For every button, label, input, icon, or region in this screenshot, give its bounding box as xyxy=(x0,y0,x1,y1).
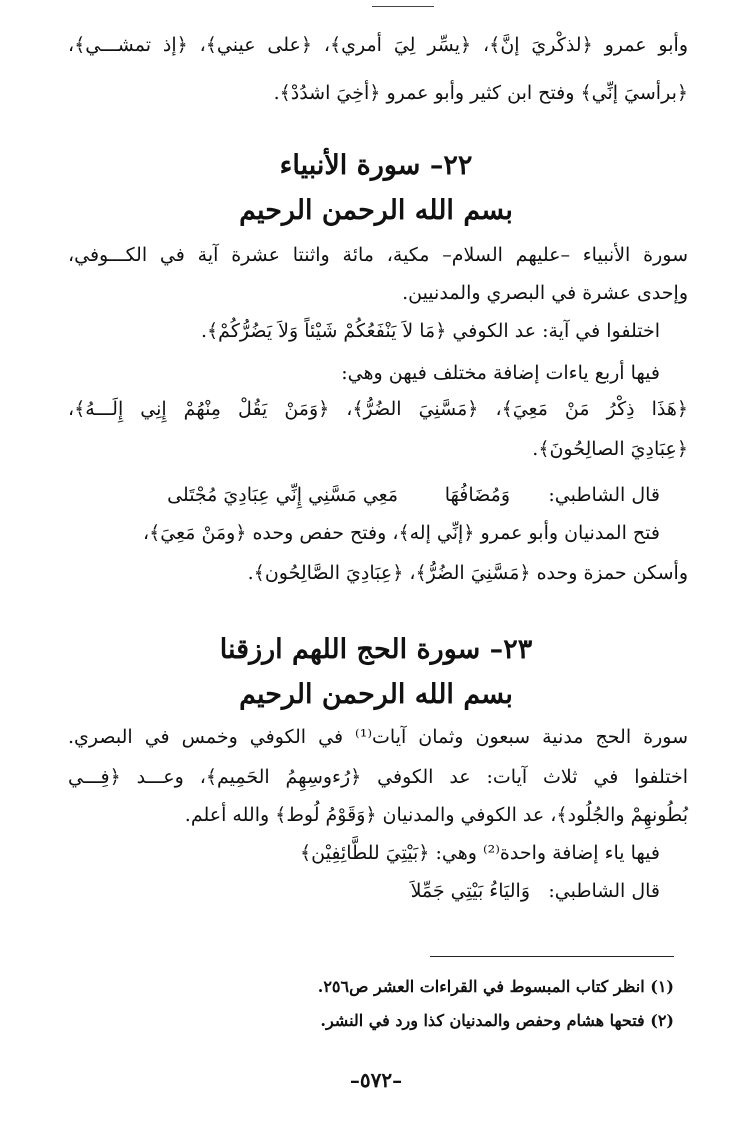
surah-22-p3: فيها أربع ياءات إضافة مختلف فيهن وهي: xyxy=(341,362,660,384)
surah-22-p2: اختلفوا في آية: عد الكوفي ﴿مَا لاَ يَنْفَعُكُمْ شَيْئاً وَلاَ يَضُرُّكُمْ﴾. xyxy=(201,320,660,342)
surah-23-p2-line-2: بُطُونهِمْ والجُلُود﴾، عد الكوفي والمدنيان ﴿وَقَوْمُ لُوط﴾ والله أعلم. xyxy=(184,804,688,826)
poem-label: قال الشاطبي: xyxy=(548,880,660,902)
poem-hemistich: وَاليَاءُ بَيْتِي جَمِّلاَ xyxy=(410,880,530,902)
surah-22-basmala: بسم الله الرحمن الرحيم xyxy=(239,195,513,226)
intro-line-1: وأبو عمرو ﴿لذكْريَ إنَّ﴾، ﴿يسِّر لِيَ أمري﴾، ﴿على عيني﴾، ﴿إذ تمشـــي﴾، xyxy=(68,34,688,56)
surah-23-p2-line-1: اختلفوا في ثلاث آيات: عد الكوفي ﴿رُءوسِهِمُ الحَمِيم﴾، وعـــد ﴿فِـــي xyxy=(68,766,688,788)
poem-hemistich-1: وَمُضَافُهَا xyxy=(444,484,510,506)
surah-22-title: ٢٢– سورة الأنبياء xyxy=(279,150,473,181)
surah-22-p1-line-2: وإحدى عشرة في البصري والمدنيين. xyxy=(402,282,688,304)
surah-22-p1-line-1: سورة الأنبياء –عليهم السلام– مكية، مائة واثنتا عشرة آية في الكـــوفي، xyxy=(68,244,688,266)
surah-22-p4-line-2: ﴿عِبَادِيَ الصالِحُونَ﴾. xyxy=(532,438,688,460)
surah-23-title: ٢٣– سورة الحج اللهم ارزقنا xyxy=(219,634,533,665)
footnote-rule xyxy=(430,956,674,957)
footnote-2: (٢) فتحها هشام وحفص والمدنيان كذا ورد في النشر. xyxy=(320,1011,674,1030)
top-rule xyxy=(372,6,434,7)
poem-label: قال الشاطبي: xyxy=(548,484,660,506)
surah-22-p5-line-1: فتح المدنيان وأبو عمرو ﴿إنِّي إله﴾، وفتح حفص وحده ﴿ومَنْ مَعِيَ﴾، xyxy=(143,522,660,544)
surah-23-p1: سورة الحج مدنية سبعون وثمان آيات⁽¹⁾ في الكوفي وخمس في البصري. xyxy=(68,726,688,748)
intro-line-2: ﴿برأسيَ إنِّي﴾ وفتح ابن كثير وأبو عمرو ﴿أخِيَ اشدُدْ﴾. xyxy=(273,82,688,104)
page-number: –٥٧٢– xyxy=(349,1068,403,1092)
surah-23-basmala: بسم الله الرحمن الرحيم xyxy=(239,679,513,710)
poem-hemistich-2: مَعِي مَسَّنِي إِنِّي عِبَادِيَ مُجْتَلى xyxy=(167,484,398,506)
surah-23-p3: فيها ياء إضافة واحدة⁽²⁾ وهي: ﴿بَيْتِيَ للطَّائِفِيْن﴾ xyxy=(299,842,660,864)
footnote-1: (١) انظر كتاب المبسوط في القراءات العشر ص٢٥٦. xyxy=(317,977,674,996)
surah-22-p5-line-2: وأسكن حمزة وحده ﴿مَسَّنِيَ الضُرُّ﴾، ﴿عِبَادِيَ الصَّالِحُون﴾. xyxy=(247,562,688,584)
surah-22-p4-line-1: ﴿هَذَا ذِكْرُ مَنْ مَعِيَ﴾، ﴿مَسَّنِيَ الضُرُّ﴾، ﴿وَمَنْ يَقُلْ مِنْهُمْ إِنِي إِلَـــهُ﴾، xyxy=(68,398,688,420)
